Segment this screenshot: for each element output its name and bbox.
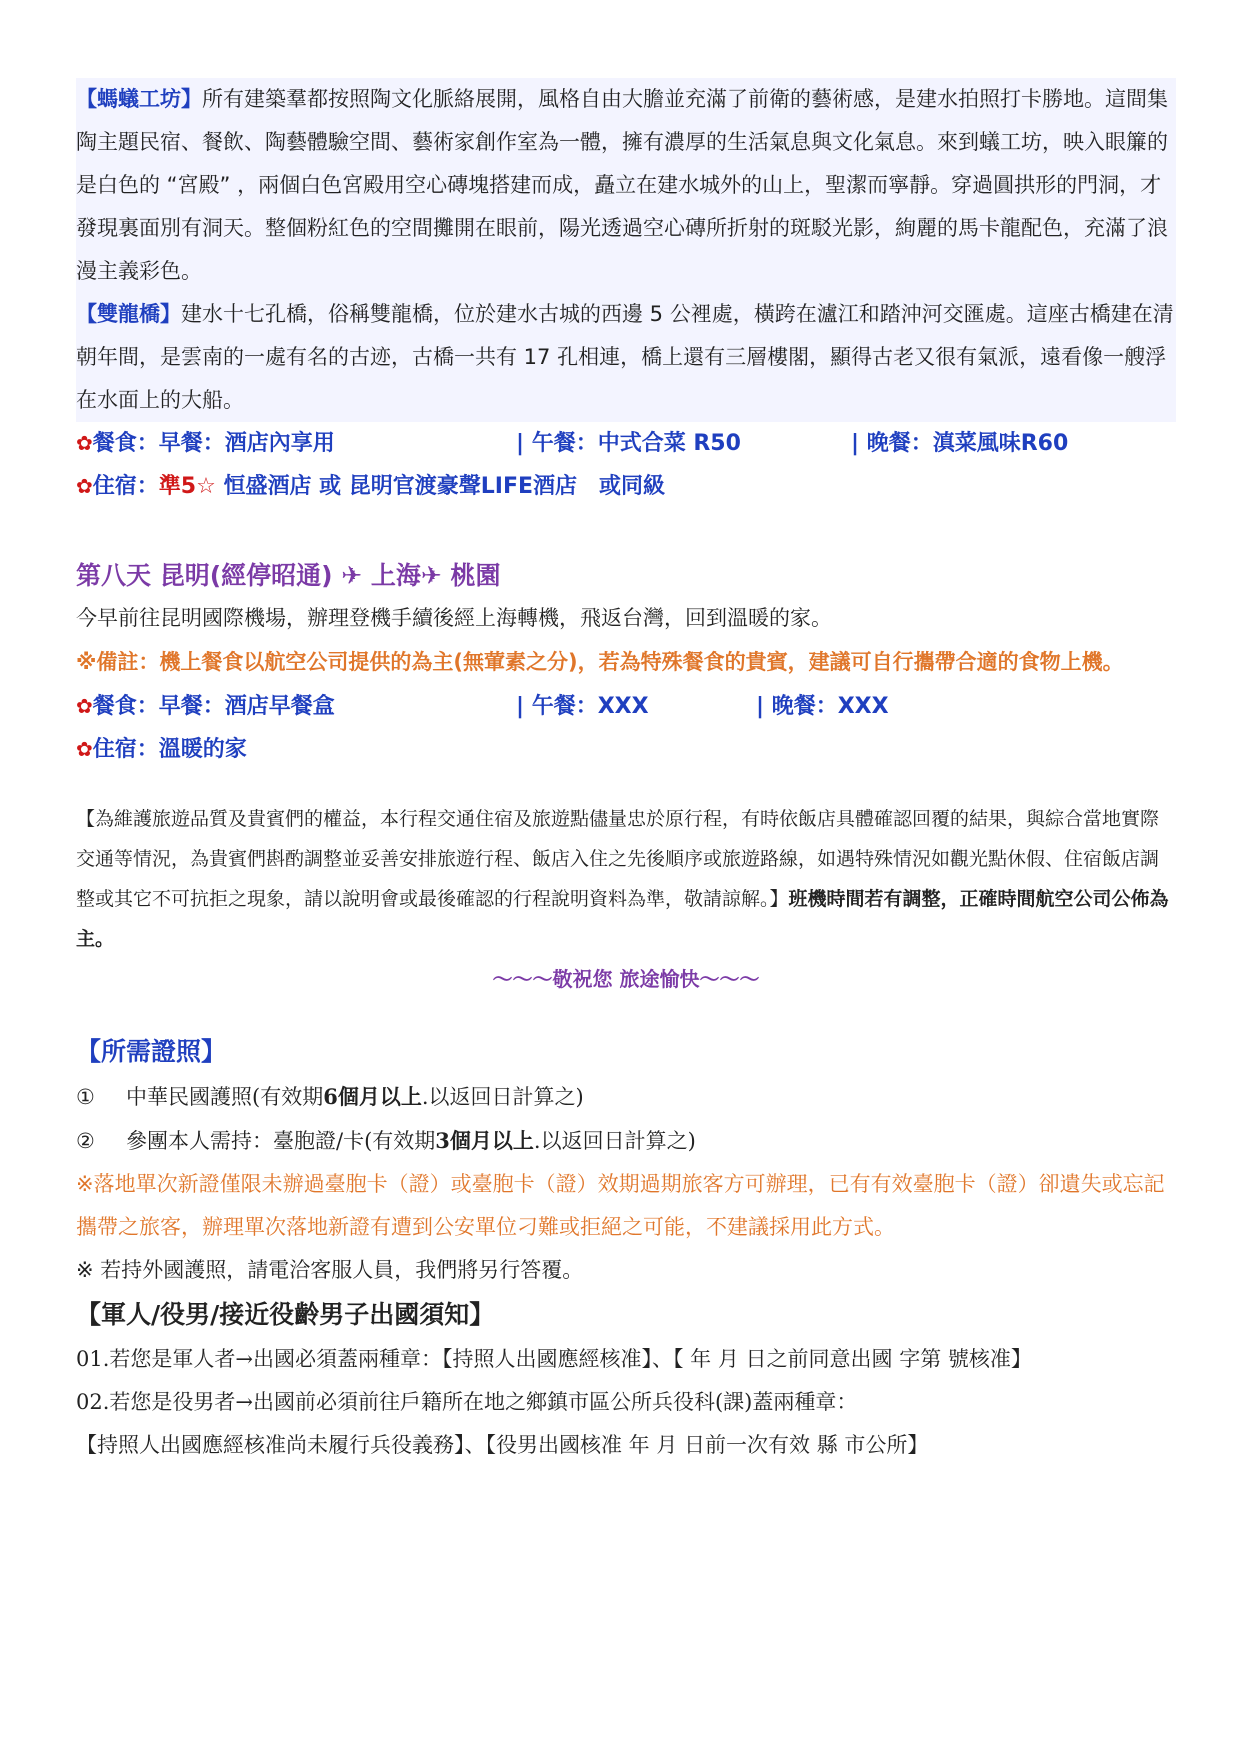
landing-permit-warning: ※落地單次新證僅限未辦過臺胞卡（證）或臺胞卡（證）效期過期旅客方可辦理，已有有效臺胞卡（證）卻遺失或忘記攜帶之旅客，辦理單次落地新證有遭到公安單位刁難或拒絕之可能，不建議採用此方式。 [76,1172,1165,1239]
double-dragon-bridge-text: 建水十七孔橋，俗稱雙龍橋，位於建水古城的西邊 5 公裡處，橫跨在瀘江和踏沖河交匯處。這座古橋建在清朝年間，是雲南的一處有名的古迹，古橋一共有 17 孔相連，橋上還有三層樓閣，顯得古老又很有氣派，遠看像一艘浮在水面上的大船。 [76,302,1174,412]
day7-breakfast: 餐食：早餐：酒店內享用 [92,431,335,456]
day8-hotel: 住宿：溫暖的家 [92,737,247,762]
day7-lunch: | 午餐：中式合菜 R50 [516,431,741,456]
double-dragon-bridge-tag: 【雙龍橋】 [76,302,181,326]
day8-lunch: | 午餐：XXX [516,694,649,719]
notice-flight-time: 班機時間若有調整，正確時間航空公司公佈為主。 [76,888,1169,950]
day8-hotel-row [76,728,1176,771]
flower-icon: ✿ [76,431,93,455]
day7-dinner: | 晚餐：滇菜風味R60 [851,431,1069,456]
day8-note: ※備註：機上餐食以航空公司提供的為主(無葷素之分)，若為特殊餐食的貴賓，建議可自行攜帶合適的食物上機。 [76,650,1124,674]
ant-workshop-paragraph [76,78,1176,293]
itinerary-notice [76,799,1176,959]
day8-meals-row [76,685,1176,728]
required-documents-heading: 【所需證照】 [76,1037,227,1066]
flower-icon: ✿ [76,474,93,498]
day8-description: 今早前往昆明國際機場，辦理登機手續後經上海轉機，飛返台灣，回到溫暖的家。 [76,606,832,630]
ant-workshop-tag: 【螞蟻工坊】 [76,87,202,111]
military-notice-heading: 【軍人/役男/接近役齡男子出國須知】 [76,1300,495,1329]
flower-icon: ✿ [76,737,93,761]
document-item-passport: ① 中華民國護照(有效期6個月以上.以返回日計算之) [76,1084,584,1109]
document-item-taiwan-compatriot-permit: ② 參團本人需持：臺胞證/卡(有效期3個月以上.以返回日計算之) [76,1128,696,1153]
military-item-conscript-stamps: 【持照人出國應經核准尚未履行兵役義務】、【役男出國核准 年 月 日前一次有效 縣 市公所】 [76,1433,929,1457]
day7-meals-row [76,422,1176,465]
notice-text: 【為維護旅遊品質及貴賓們的權益，本行程交通住宿及旅遊點儘量忠於原行程，有時依飯店具體確認回覆的結果，與綜合當地實際交通等情況，為貴賓們斟酌調整並妥善安排旅遊行程、飯店入住之先後順序或旅遊路線，如遇特殊情況如觀光點休假、住宿飯店調整或其它不可抗拒之現象，請以說明會或最後確認的行程說明資料為準，敬請諒解。】 [76,808,1160,910]
farewell-message: ～～～敬祝您 旅途愉快～～～ [492,967,760,991]
day7-hotel-text: 恒盛酒店 或 昆明官渡豪聲LIFE酒店 或同級 [215,474,666,499]
military-item-soldier: 01.若您是軍人者→出國必須蓋兩種章：【持照人出國應經核准】、【 年 月 日之前同意出國 字第 號核准】 [76,1347,1032,1371]
day7-hotel-row [76,465,1176,508]
itinerary-page [76,78,1176,1467]
double-dragon-bridge-paragraph [76,293,1176,422]
day7-hotel-level: 準5☆ [158,474,216,499]
foreign-passport-note: ※ 若持外國護照，請電洽客服人員，我們將另行答覆。 [76,1258,584,1282]
day8-dinner: | 晚餐：XXX [756,694,889,719]
ant-workshop-text: 所有建築羣都按照陶文化脈絡展開，風格自由大膽並充滿了前衛的藝術感，是建水拍照打卡勝地。這間集陶主題民宿、餐飲、陶藝體驗空間、藝術家創作室為一體，擁有濃厚的生活氣息與文化氣息。來到蟻工坊，映入眼簾的是白色的 “宮殿” ，兩個白色宮殿用空心磚塊搭建而成，矗立在建水城外的山上，聖潔而寧靜。穿過圓拱形的門洞，才發現裏面別有洞天。整個粉紅色的空間攤開在眼前，陽光透過空心磚所折射的斑駁光影，絢麗的馬卡龍配色，充滿了浪漫主義彩色。 [76,87,1168,283]
military-item-conscript: 02.若您是役男者→出國前必須前往戶籍所在地之鄉鎮市區公所兵役科(課)蓋兩種章： [76,1390,858,1414]
day7-hotel-prefix: 住宿： [92,474,159,499]
day8-title: 第八天 昆明(經停昭通) ✈ 上海✈ 桃園 [76,561,501,590]
day8-breakfast: 餐食：早餐：酒店早餐盒 [92,694,335,719]
flower-icon: ✿ [76,694,93,718]
